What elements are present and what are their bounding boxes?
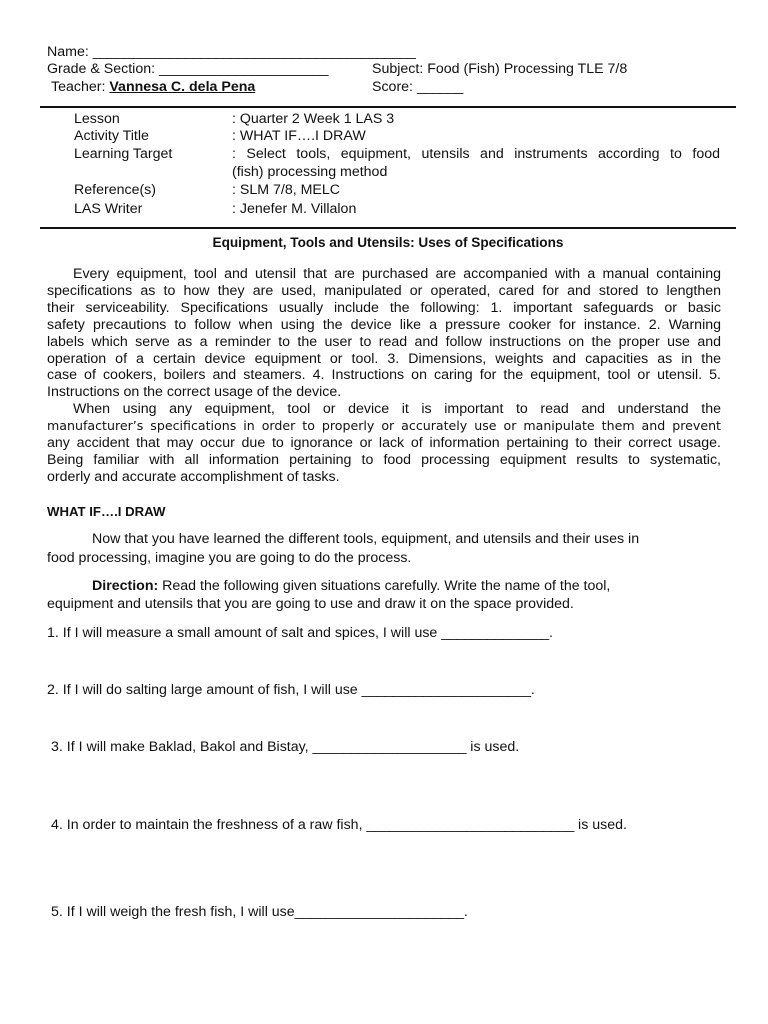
- question-suffix: is used.: [466, 739, 520, 755]
- info-value-writer: : Jenefer M. Villalon: [232, 201, 357, 217]
- question-text: If I will do salting large amount of fish, I will use: [58, 682, 362, 698]
- question-1: [47, 625, 553, 642]
- paragraph-line: any accident that may occur due to ignorance or lack of information pertaining to their correct usage.: [47, 434, 721, 451]
- info-label-activity: Activity Title: [74, 128, 149, 144]
- paragraph-line: When using any equipment, tool or device it is important to read and understand the: [73, 401, 721, 417]
- info-value-activity: : WHAT IF….I DRAW: [232, 128, 366, 144]
- paragraph-line: Being familiar with all information pertaining to food processing equipment results to systematic,: [47, 451, 721, 468]
- paragraph-1: [47, 266, 721, 401]
- info-label-lesson: Lesson: [74, 111, 120, 127]
- question-number: 3.: [51, 739, 63, 755]
- activity-heading: WHAT IF….I DRAW: [47, 504, 166, 519]
- direction-line-2: equipment and utensils that you are going to use and draw it on the space provided.: [47, 596, 574, 612]
- direction-label: Direction:: [92, 578, 159, 594]
- question-text: If I will weigh the fresh fish, I will use: [62, 904, 295, 920]
- direction-text: Read the following given situations carefully. Write the name of the tool,: [158, 578, 611, 594]
- question-text: If I will measure a small amount of salt and spices, I will use: [58, 625, 442, 641]
- paragraph-2: [47, 401, 721, 486]
- teacher-label: Teacher:: [51, 79, 106, 95]
- paragraph-line: Every equipment, tool and utensil that are purchased are accompanied with a manual containing: [73, 266, 721, 282]
- grade-row: [47, 61, 328, 78]
- answer-blank[interactable]: ______________________: [361, 682, 531, 698]
- answer-blank[interactable]: ______________________: [294, 904, 464, 920]
- question-suffix: is used.: [574, 817, 627, 833]
- paragraph-line: their serviceability. Specifications usually include the following: 1. important safeguards or basic: [47, 299, 721, 316]
- paragraph-line: specifications as to how they are used, manipulated or operated, cared for and stored to lengthen: [47, 282, 721, 299]
- info-value-target-line2: (fish) processing method: [232, 164, 388, 180]
- answer-blank[interactable]: ______________: [441, 625, 549, 641]
- intro-line-1: Now that you have learned the different tools, equipment, and utensils and their uses in: [92, 531, 640, 547]
- question-number: 4.: [51, 817, 63, 833]
- name-field[interactable]: __________________________________________: [92, 44, 416, 60]
- info-value-lesson: : Quarter 2 Week 1 LAS 3: [232, 111, 395, 127]
- paragraph-line: operation of a certain device equipment or tool. 3. Dimensions, weights and capacities as in the: [47, 350, 721, 367]
- teacher-row: [51, 79, 255, 96]
- info-label-writer: LAS Writer: [74, 201, 143, 217]
- answer-blank[interactable]: ___________________________: [366, 817, 575, 833]
- question-suffix: .: [548, 625, 553, 641]
- grade-label: Grade & Section:: [47, 61, 156, 77]
- top-divider: [40, 106, 736, 108]
- subject-row: [372, 61, 627, 78]
- info-label-reference: Reference(s): [74, 182, 157, 198]
- teacher-value: Vannesa C. dela Pena: [109, 79, 256, 95]
- grade-field[interactable]: ______________________: [159, 61, 329, 77]
- paragraph-line: case of cookers, boilers and steamers. 4. Instructions on caring for the equipment, tool or utensil. 5.: [47, 367, 721, 384]
- section-title: Equipment, Tools and Utensils: Uses of Specifications: [212, 235, 564, 250]
- name-label: Name:: [47, 44, 89, 60]
- intro-line-2: food processing, imagine you are going to do the process.: [47, 550, 412, 566]
- question-text: In order to maintain the freshness of a raw fish,: [62, 817, 367, 833]
- question-number: 5.: [51, 904, 63, 920]
- subject-value: Food (Fish) Processing TLE 7/8: [427, 61, 628, 77]
- info-value-target-line1: : Select tools, equipment, utensils and instruments according to food: [232, 146, 720, 162]
- score-label: Score:: [372, 79, 414, 95]
- info-label-target: Learning Target: [74, 146, 173, 162]
- question-2: [47, 682, 535, 699]
- question-number: 2.: [47, 682, 59, 698]
- question-number: 1.: [47, 625, 59, 641]
- info-value-reference: : SLM 7/8, MELC: [232, 182, 341, 198]
- paragraph-line: safety precautions to follow when using the device like a pressure cooker for instance. 2. Warning: [47, 316, 721, 333]
- paragraph-line: orderly and accurate accomplishment of tasks.: [47, 468, 340, 485]
- name-row: [47, 44, 416, 61]
- answer-blank[interactable]: ____________________: [312, 739, 467, 755]
- score-field[interactable]: ______: [416, 79, 464, 95]
- question-text: If I will make Baklad, Bakol and Bistay,: [62, 739, 313, 755]
- question-suffix: .: [530, 682, 535, 698]
- subject-label: Subject:: [372, 61, 424, 77]
- question-4: [51, 817, 627, 834]
- score-row: [372, 79, 463, 96]
- question-5: [51, 904, 468, 921]
- question-3: [51, 739, 519, 756]
- direction-line-1: [92, 578, 610, 595]
- paragraph-line: Instructions on the correct usage of the device.: [47, 384, 342, 401]
- info-divider: [40, 227, 736, 229]
- question-suffix: .: [463, 904, 468, 920]
- paragraph-line: labels which serve as a reminder to the user to read and follow instructions on the proper use and: [47, 333, 721, 350]
- paragraph-line: manufacturer’s specifications in order to properly or accurately use or manipulate them and prevent: [47, 417, 721, 433]
